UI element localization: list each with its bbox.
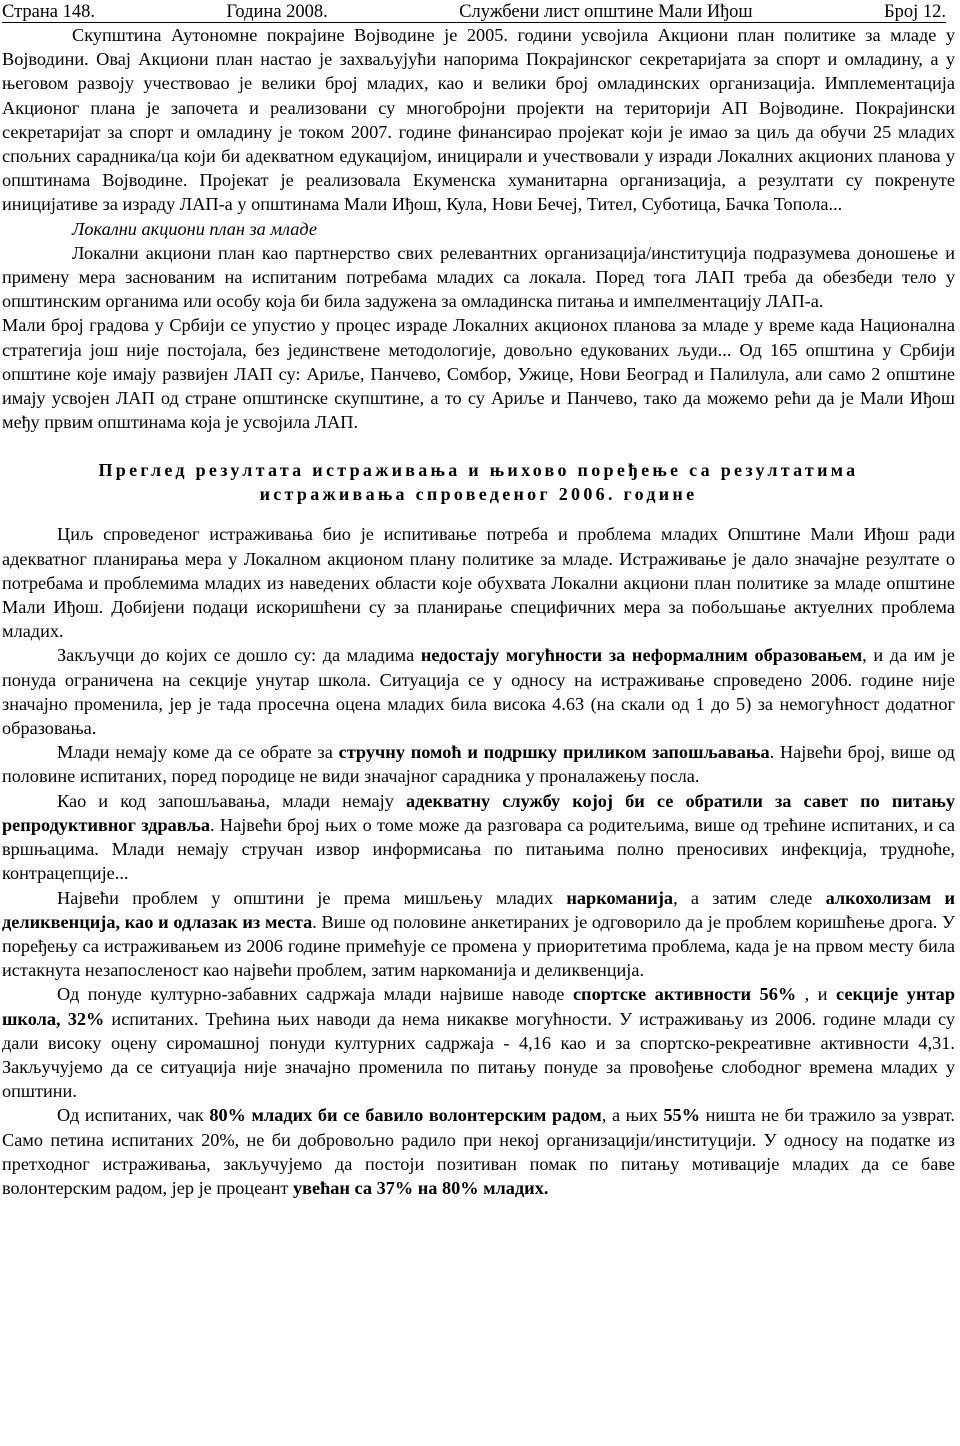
intro-paragraph-3: Мали број градова у Србији се упустио у процес израде Локалних акционох планова за младе у време када Национална стратегија још није постојала, без јединствене методологије, довољно едукованих људи... Од 165 општина у Србији општине које имају развијен ЛАП су: Ариље, Панчево, Сомбор, Ужице, Нови Београд и Палилула, али само 2 општине имају усвојен ЛАП од стране општинске скупштине, а то су Ариље и Панчево, тако да можемо рећи да је Мали Иђош међу првим општинама која је усвојила ЛАП. [2, 315, 955, 433]
section-paragraph-5 [2, 886, 955, 983]
text-run: Закључци до којих се дошло су: да младима [57, 645, 421, 666]
section-paragraph-1: Циљ спроведеног истраживања био је испитивање потреба и проблема младих Општине Мали Иђош ради адекватног планирања мера у Локалном акционом плану политике за младе. Истраживање је дало значајне резултате о потребама и проблемима младих из наведених области које обухвата Локални акциони план политике за младе општине Мали Иђош. Добијени подаци искоришћени су за планирање специфичних мера за побољшање актуелних проблема младих. [2, 524, 955, 642]
emphasis-text: наркоманија [566, 887, 674, 908]
emphasis-text: алкохолизам и деликвенција, као и одлазак из места [2, 887, 955, 932]
intro-paragraph-2: Локални акциони план као партнерство свих релевантних организација/институција подразумева доношење и примену мера заснованим на испитаним потребама младих са локала. Поред тога ЛАП треба да обезбеди тело у општинским органима или особу која би била задужена за омладинска питања и импелментацију ЛАП-а. [2, 242, 955, 312]
section-heading-line-1: Преглед резултата истраживања и њихово поређење са резултатима [98, 460, 859, 481]
text-run: . Највећи број, више од половине испитаних, поред породице не види значајног сарадника у проналажењу посла. [2, 742, 955, 787]
section-paragraph-4 [2, 789, 955, 886]
section-paragraph-7 [2, 1103, 955, 1200]
header-year: Година 2008. [226, 2, 328, 22]
text-run: , и [796, 984, 837, 1005]
emphasis-text: недостају могућности за неформалним образовањем [420, 645, 863, 666]
emphasis-text: 80% младих би се бавило волонтерским радом [209, 1105, 602, 1126]
text-run: , а затим следе [673, 887, 826, 908]
text-run: . Више од половине анкетираних је одговорило да је проблем коришћење дрога. У поређењу са истраживањем из 2006 године примећује се промена у приоритетима проблема, када је на првом месту била истакнута незапосленост као највећи проблем, затим наркоманија и деликвенција. [2, 911, 955, 981]
text-run: Од понуде културно-забавних садржаја млади највише наводе [57, 984, 573, 1005]
emphasis-text: адекватну службу којој би се обратили за савет по питању репродуктивног здравља [2, 790, 955, 835]
emphasis-text: спортске активности 56% [572, 984, 797, 1005]
emphasis-text: секције унтар школа, 32% [2, 984, 955, 1029]
section-paragraph-3 [2, 740, 955, 788]
intro-subtitle: Локални акциони план за младе [72, 218, 317, 239]
text-run: испитаних. Трећина њих наводи да нема никакве могућности. У истраживању из 2006. године млади су дали високу оцену сиромашној понуди културних садржаја - 4,16 као и за спортско-рекреативне активности 4,31. Закључујемо да се ситуација није значајно променила по питању понуде за провођење слободног времена младих у општини. [2, 1008, 955, 1102]
text-run: Млади немају коме да се обрате за [57, 742, 339, 763]
section-paragraph-6 [2, 982, 955, 1103]
page-header [2, 0, 946, 23]
header-page-number: Страна 148. [2, 2, 95, 22]
emphasis-text: стручну помоћ и подршку приликом запошљавања [338, 742, 770, 763]
text-run: . Највећи број њих о томе може да разговара са родитељима, више од трећине испитаних, и са вршњацима. Млади немају стручан извор информисања по питањима полно преносивих инфекција, трудноће, контрацепције... [2, 814, 955, 884]
text-run: , а њих [601, 1105, 664, 1126]
text-run: Од испитаних, чак [57, 1105, 210, 1126]
section-heading [2, 458, 955, 506]
header-publication: Службени лист општине Мали Иђош [459, 2, 753, 22]
header-issue: Број 12. [883, 2, 946, 22]
section-paragraph-2 [2, 643, 955, 740]
text-run: , и да им је понуда ограничена на секције унутар школа. Ситуација се у односу на истраживање спроведено 2006. године није значајно променила, јер је тада просечна оцена младих била висока 4.63 (на скали од 1 до 5) за немогућност додатног образовања. [2, 645, 955, 739]
section-heading-line-2: истраживања спроведеног 2006. године [259, 484, 698, 505]
emphasis-text: увећан са 37% на 80% младих. [292, 1177, 549, 1198]
text-run: Највећи проблем у општини је према мишљењу младих [57, 887, 567, 908]
text-run: Као и код запошљавања, млади немају [57, 790, 406, 811]
text-run: ништа не би тражило за узврат. Само петина испитаних 20%, не би добровољно радило при некој организацији/институцији. У односу на податке из претходног истраживања, закључујемо да постоји позитиван помак по питању мотивације младих да се баве волонтерским радом, јер је процеант [2, 1105, 955, 1198]
intro-paragraph-1: Скупштина Аутономне покрајине Војводине је 2005. години усвојила Акциони план политике за младе у Војводини. Овај Акциони план настао је захваљујући напорима Покрајинског секретаријата за спорт и омладину, а у његовом развоју учествовао је велики број младих, као и велики број омладинских организација. Имплементација Акционог плана је започета и реализовани су многобројни пројекти на територији АП Војводине. Покрајински секретаријат за спорт и омладину је током 2007. године финансирао пројекат који је имао за циљ да обучи 25 младих спољних сарадника/ца који би адекватном едукацијом, иницирали и учествовали у изради Локалних акционих планова у општинама Војводине. Пројекат је реализовала Екуменска хуманитарна организација, а резултати су покренуте иницијативе за израду ЛАП-а у општинама Мали Иђош, Кула, Нови Бечеј, Тител, Суботица, Бачка Топола... [2, 25, 955, 215]
emphasis-text: 55% [663, 1105, 700, 1126]
document-body [2, 23, 955, 1200]
